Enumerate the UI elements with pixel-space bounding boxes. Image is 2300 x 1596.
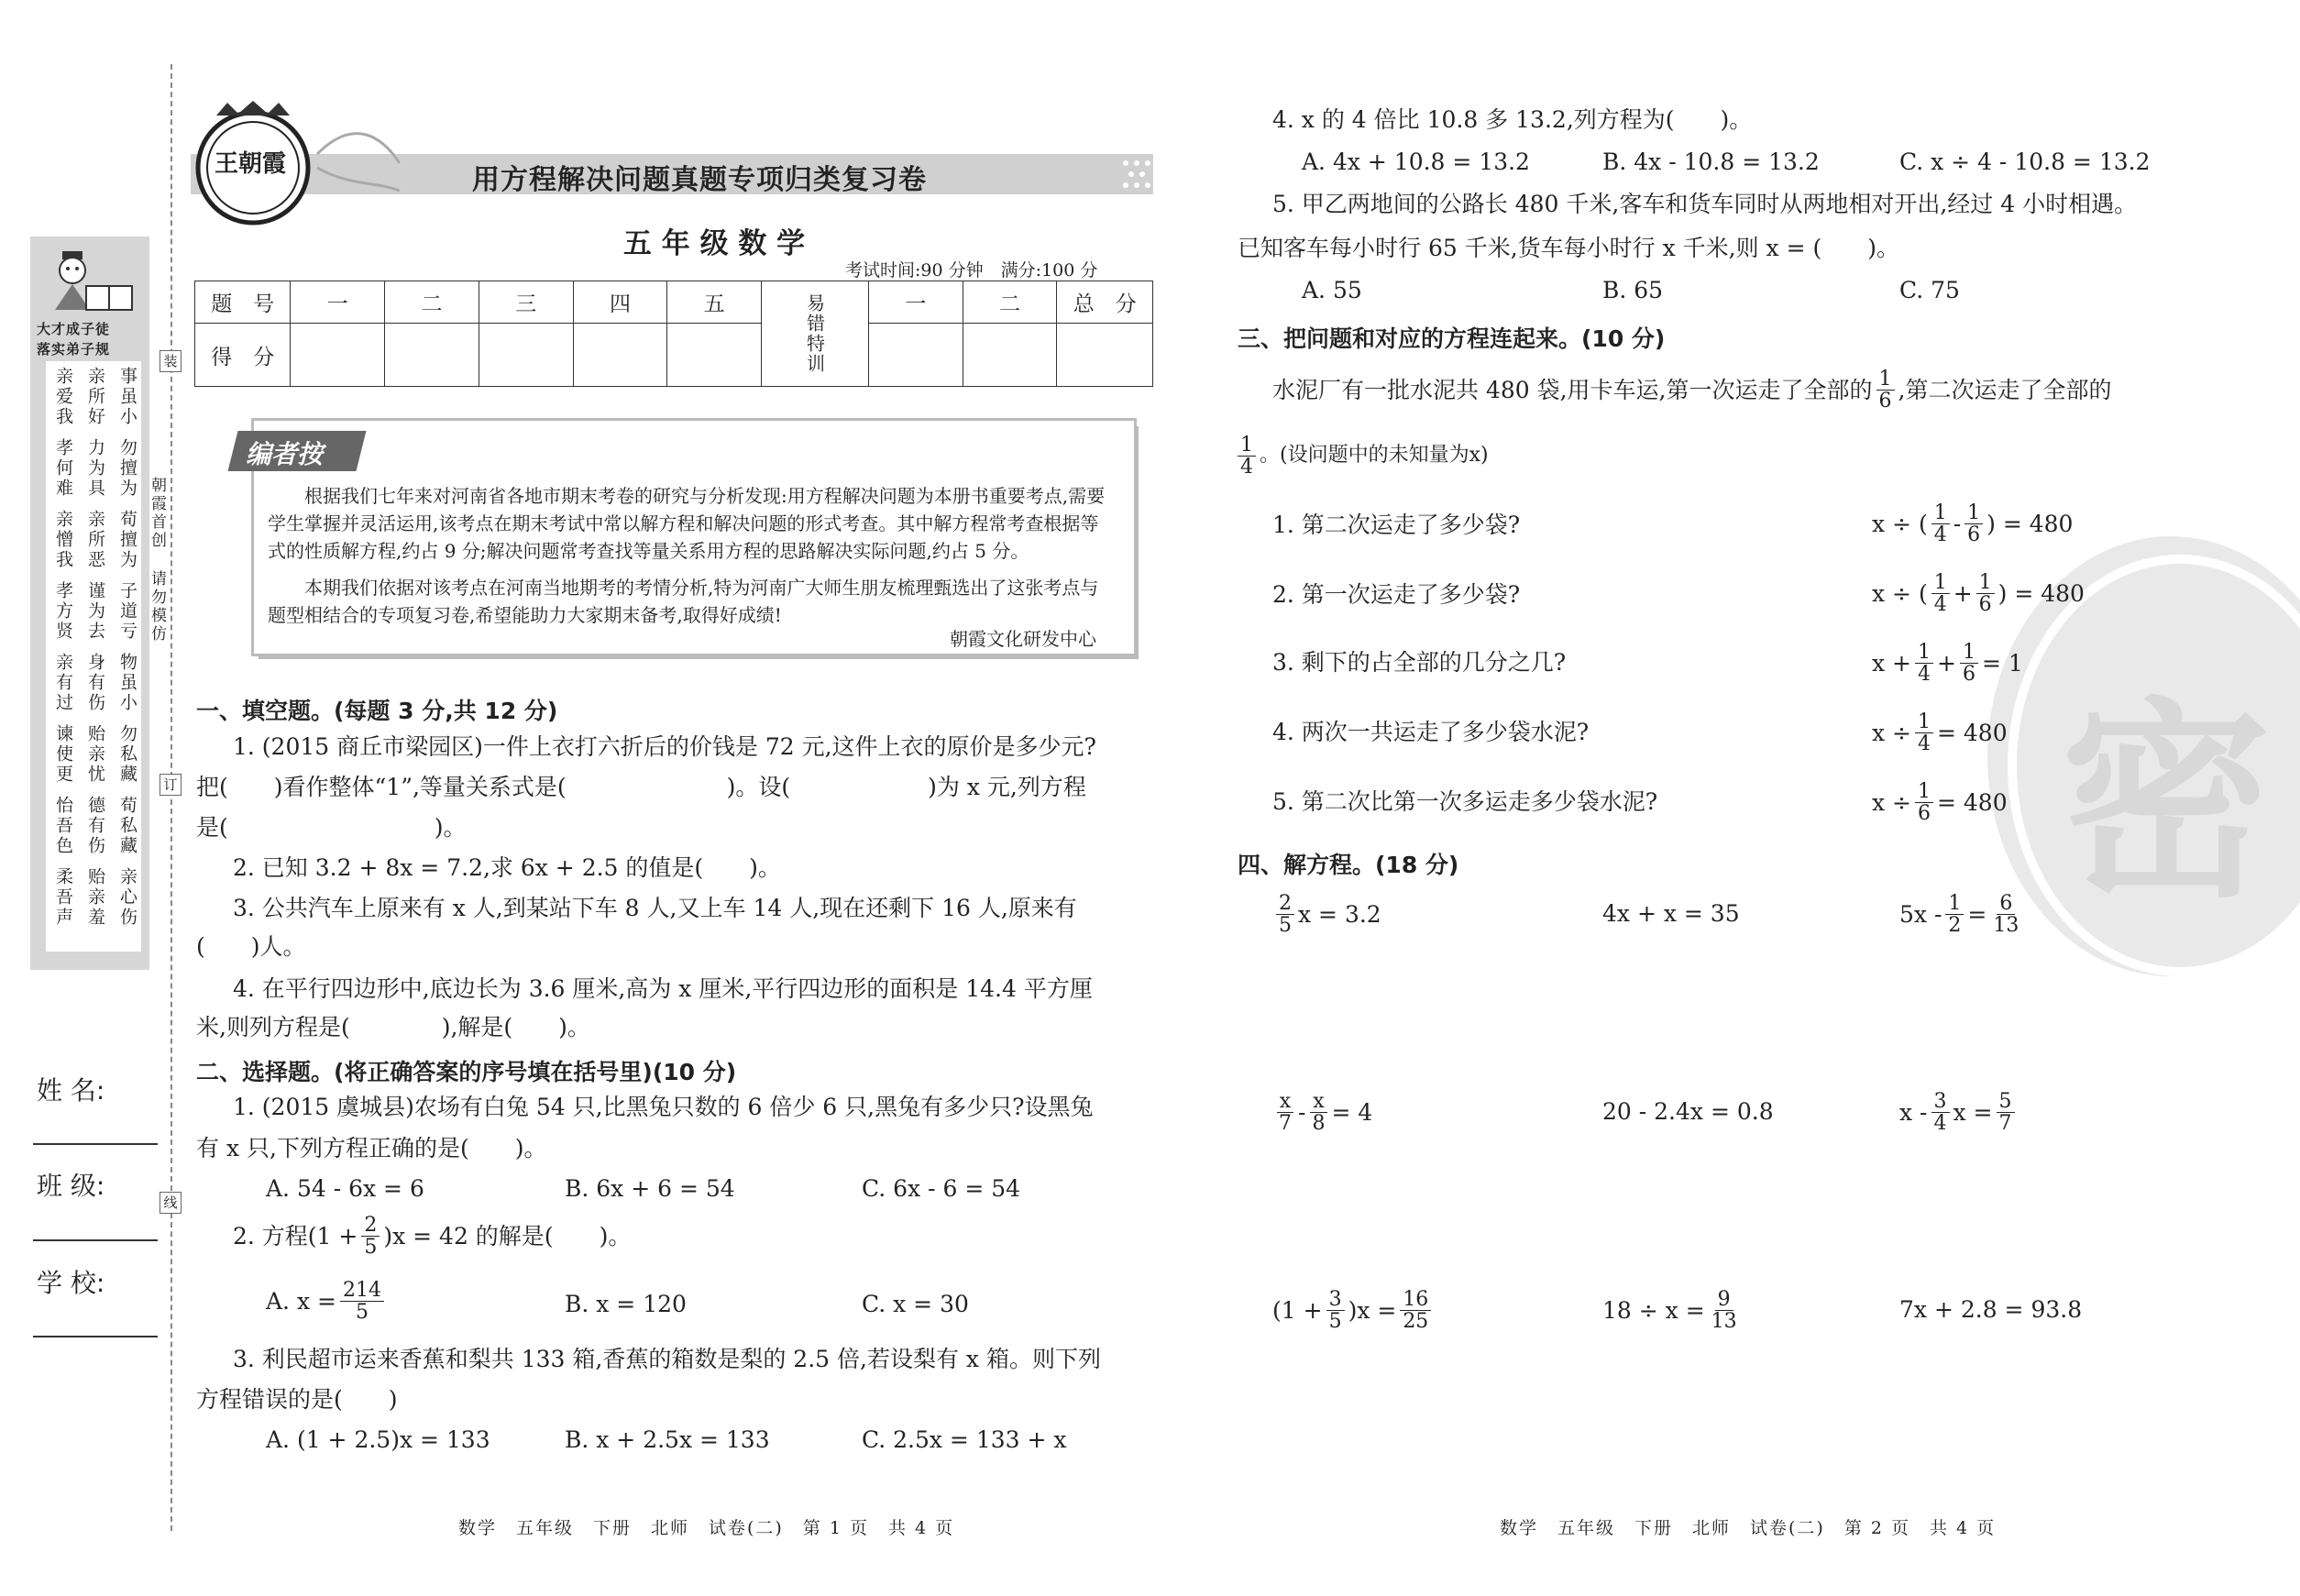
equation-to-solve: 20 - 2.4x = 0.8: [1602, 1098, 1774, 1125]
exam-info: 考试时间:90 分钟 满分:100 分: [845, 260, 1098, 281]
question-text: 3. 利民超市运来香蕉和梨共 133 箱,香蕉的箱数是梨的 2.5 倍,若设梨有 x 箱。则下列: [233, 1346, 1101, 1372]
poem-block: [53, 367, 138, 435]
equation-part: 2. 方程(1 +: [233, 1222, 358, 1249]
eq-part: -: [1953, 510, 1962, 537]
question-text: 3. 公共汽车上原来有 x 人,到某站下车 8 人,又上车 14 人,现在还剩下 16 人,原来有: [233, 895, 1077, 921]
fraction: [361, 1215, 380, 1258]
poem-column: 亲憎我: [53, 510, 73, 570]
numerator: x: [1310, 1091, 1326, 1113]
note-paragraph: 根据我们七年来对河南省各地市期末考卷的研究与分析发现:用方程解决问题为本册书重要考点,需要学生掌握并灵活运用,该考点在期末考试中常以解方程和解决问题的形式考查。其中解方程常考查根据等式的性质解方程,约占 9 分;解决问题常考查找等量关系用方程的思路解决实际问题,约占 5 分。: [268, 485, 1106, 562]
subject-title: 五 年 级 数 学: [623, 227, 806, 260]
question-text: [233, 1215, 631, 1258]
eq-part: x -: [1899, 1098, 1928, 1126]
numerator: 16: [1400, 1289, 1431, 1311]
numerator: 1: [1976, 572, 1995, 594]
fraction: [1400, 1289, 1431, 1332]
fraction: [1276, 1091, 1294, 1134]
option-text: C. x = 30: [862, 1291, 969, 1317]
poem-column: 贻亲羞: [85, 867, 105, 928]
binding-seal: 装: [160, 350, 182, 372]
eq-part: = 480: [1937, 788, 2008, 816]
logo-emblem: [180, 99, 400, 237]
denominator: 5: [1279, 914, 1292, 938]
denominator: 4: [1918, 732, 1931, 756]
denominator: 13: [1711, 1310, 1737, 1334]
numerator: 3: [1326, 1289, 1345, 1311]
score-cell[interactable]: [291, 324, 385, 387]
numerator: 214: [340, 1280, 384, 1302]
poem-column: 子道亏: [117, 581, 138, 642]
numerator: 1: [1915, 711, 1933, 733]
vertical-note: 请勿模仿: [148, 570, 166, 644]
page-footer: 数学 五年级 下册 北师 试卷(二) 第 2 页 共 4 页: [1500, 1518, 1997, 1538]
question-text: 已知客车每小时行 65 千米,货车每小时行 x 千米,则 x = ( )。: [1238, 235, 1899, 261]
numerator: 2: [361, 1215, 380, 1237]
fraction: [1915, 711, 1933, 754]
fraction: [1931, 502, 1950, 545]
fraction: [1931, 1091, 1950, 1134]
class-label: 班 级:: [37, 1171, 105, 1201]
poem-column: 亲心伤: [117, 867, 138, 928]
scholar-illustration: [46, 246, 141, 319]
eq-part: 18 ÷ x =: [1602, 1296, 1705, 1324]
question-text: 5. 甲乙两地间的公路长 480 千米,客车和货车同时从两地相对开出,经过 4 小时相遇。: [1272, 191, 2138, 217]
option-text: A. (1 + 2.5)x = 133: [266, 1426, 490, 1453]
poem-column: 身有伤: [85, 653, 105, 713]
poem-column: 力为具: [85, 438, 105, 499]
eq-part: x =: [1953, 1098, 1993, 1126]
fraction: [1997, 1091, 2015, 1134]
equation-to-solve: [1899, 1091, 2019, 1134]
denominator: 4: [1933, 1112, 1947, 1136]
numerator: 1: [1964, 502, 1983, 524]
match-question[interactable]: 3. 剩下的占全部的几分之几?: [1272, 649, 1567, 676]
name-label: 姓 名:: [37, 1075, 105, 1106]
poem-column: 孝何难: [53, 438, 73, 499]
name-field[interactable]: [33, 1143, 158, 1145]
option-text: B. 65: [1602, 277, 1664, 303]
score-header: 题 号: [195, 281, 291, 324]
poem-column: 亲所好: [85, 367, 105, 427]
eq-part: ) = 480: [1997, 579, 2085, 607]
question-text: 把( )看作整体“1”,等量关系式是( )。设( )为 x 元,列方程: [196, 774, 1086, 800]
text-part: ,第二次运走了全部的: [1898, 376, 2112, 403]
option-text: B. x = 120: [565, 1291, 687, 1317]
question-text: 1. (2015 虞城县)农场有白兔 54 只,比黑兔只数的 6 倍少 6 只,黑兔有多少只?设黑兔: [233, 1094, 1094, 1120]
score-header-special: 易错特训: [762, 281, 869, 387]
option-text: B. x + 2.5x = 133: [565, 1426, 770, 1453]
denominator: 5: [1328, 1310, 1342, 1334]
fraction: [1976, 572, 1995, 615]
option-text: B. 4x - 10.8 = 13.2: [1602, 149, 1820, 175]
fraction: [1915, 642, 1933, 685]
option-text: C. 75: [1899, 277, 1960, 303]
equation-part: A. x =: [266, 1287, 336, 1315]
score-header: 三: [479, 281, 573, 324]
match-question[interactable]: 4. 两次一共运走了多少袋水泥?: [1272, 719, 1590, 745]
poem-column: 谏使更: [53, 724, 73, 785]
logo-text: 王朝霞: [215, 150, 287, 178]
poem-column: 物虽小: [117, 653, 138, 713]
title-bar-pattern: [1118, 154, 1155, 194]
eq-part: = 480: [1937, 719, 2008, 746]
denominator: 4: [1933, 523, 1947, 547]
section-heading: 三、把问题和对应的方程连起来。(10 分): [1238, 325, 1666, 352]
text-part: 水泥厂有一批水泥共 480 袋,用卡车运,第一次运走了全部的: [1272, 376, 1873, 403]
fraction: [1326, 1289, 1345, 1332]
poem-block: [53, 724, 138, 792]
poem-block: [53, 653, 138, 721]
page-footer: 数学 五年级 下册 北师 试卷(二) 第 1 页 共 4 页: [458, 1518, 955, 1538]
poem-block: [53, 510, 138, 578]
option-text: [266, 1280, 388, 1323]
poem-column: 亲所恶: [85, 510, 105, 570]
numerator: 1: [1915, 781, 1933, 803]
numerator: x: [1277, 1091, 1293, 1113]
fraction: [1945, 893, 1964, 936]
score-header: 一: [869, 281, 963, 324]
denominator: 2: [1948, 914, 1962, 938]
numerator: 1: [1931, 572, 1950, 594]
equation-to-solve: [1602, 1289, 1744, 1332]
question-text: 米,则列方程是( ),解是( )。: [196, 1014, 590, 1040]
poem-column: 荀私藏: [117, 796, 138, 856]
school-field[interactable]: [33, 1336, 158, 1337]
match-equation[interactable]: [1872, 781, 2008, 824]
poem-block: [53, 438, 138, 506]
option-text: C. x ÷ 4 - 10.8 = 13.2: [1899, 149, 2151, 175]
eq-part: )x =: [1348, 1296, 1397, 1324]
eq-part: x ÷: [1872, 719, 1911, 746]
vertical-note: 朝霞首创: [148, 477, 166, 550]
numerator: 9: [1715, 1289, 1733, 1311]
score-row-label: 得 分: [195, 324, 291, 387]
match-equation[interactable]: [1872, 502, 2073, 545]
fraction: [1915, 781, 1933, 824]
class-field[interactable]: [33, 1239, 158, 1241]
eq-part: =: [1967, 900, 1987, 928]
fraction: [1876, 369, 1895, 412]
fraction: [1931, 572, 1950, 615]
fraction: [1276, 893, 1294, 936]
numerator: 3: [1931, 1091, 1950, 1113]
question-text: 4. 在平行四边形中,底边长为 3.6 厘米,高为 x 厘米,平行四边形的面积是 14.4 平方厘: [233, 975, 1093, 1002]
score-table: [194, 281, 1153, 387]
eq-part: (1 +: [1272, 1296, 1323, 1324]
binding-line: [171, 64, 172, 1531]
score-header: 总 分: [1057, 281, 1153, 324]
equation-to-solve: [1272, 1091, 1372, 1134]
binding-seal: 线: [160, 1192, 182, 1214]
poem-column: 勿私藏: [117, 724, 138, 785]
denominator: 7: [1279, 1112, 1292, 1136]
denominator: 6: [1962, 663, 1975, 687]
eq-part: x +: [1872, 649, 1911, 677]
denominator: 6: [1967, 523, 1981, 547]
poem-column: 勿擅为: [117, 438, 138, 499]
question-text: ( )人。: [196, 933, 306, 960]
match-equation[interactable]: [1872, 642, 2023, 685]
eq-part: = 4: [1331, 1098, 1373, 1126]
score-cell[interactable]: [573, 324, 667, 387]
poem-column: 荀擅为: [117, 510, 138, 570]
fraction: [1238, 435, 1256, 478]
watermark-text: 密: [2061, 681, 2272, 926]
match-question[interactable]: 5. 第二次比第一次多运走多少袋水泥?: [1272, 788, 1658, 815]
poem-column: 亲有过: [53, 653, 73, 713]
equation-to-solve: 7x + 2.8 = 93.8: [1899, 1296, 2083, 1323]
fraction: [1990, 893, 2021, 936]
poem-block: [53, 796, 138, 864]
question-text: 2. 已知 3.2 + 8x = 7.2,求 6x + 2.5 的值是( )。: [233, 854, 781, 881]
denominator: 4: [1918, 663, 1931, 687]
denominator: 6: [1978, 593, 1992, 617]
poem-column: 德有伤: [85, 796, 105, 856]
poem-column: 亲爱我: [53, 367, 73, 427]
school-label: 学 校:: [37, 1268, 105, 1298]
poem-column: 事虽小: [117, 367, 138, 427]
equation-to-solve: [1272, 893, 1381, 936]
text-part: 。(设问题中的未知量为x): [1260, 444, 1489, 468]
eq-part: x ÷ (: [1872, 579, 1928, 607]
numerator: 2: [1276, 893, 1294, 915]
poem-column: 谨为去: [85, 581, 105, 642]
eq-part: +: [1937, 649, 1956, 677]
denominator: 7: [1998, 1112, 2012, 1136]
denominator: 5: [364, 1236, 378, 1260]
eq-part: x ÷ (: [1872, 510, 1928, 537]
equation-to-solve: [1899, 893, 2025, 936]
denominator: 5: [355, 1301, 369, 1325]
eq-part: -: [1298, 1098, 1306, 1126]
numerator: 6: [1997, 893, 2015, 915]
match-question[interactable]: 2. 第一次运走了多少袋?: [1272, 581, 1521, 608]
numerator: 1: [1915, 642, 1933, 664]
question-text: [1234, 435, 1489, 478]
eq-part: ) = 480: [1986, 510, 2074, 537]
numerator: 5: [1997, 1091, 2015, 1113]
poem-column: 孝方贤: [53, 581, 73, 642]
question-text: 4. x 的 4 倍比 10.8 多 13.2,列方程为( )。: [1272, 106, 1753, 133]
score-header: 五: [667, 281, 762, 324]
fraction: [340, 1280, 384, 1323]
numerator: 1: [1931, 502, 1950, 524]
question-text: 有 x 只,下列方程正确的是( )。: [196, 1135, 547, 1161]
question-text: [1272, 369, 2111, 412]
denominator: 13: [1993, 914, 2019, 938]
question-text: 方程错误的是( ): [196, 1386, 398, 1413]
note-tag: 编者按: [246, 439, 324, 469]
sidebar-motto: 大才成子徒: [37, 321, 111, 337]
poem-block: [53, 581, 138, 649]
score-cell[interactable]: [385, 324, 479, 387]
fraction: [1964, 502, 1983, 545]
option-text: C. 2.5x = 133 + x: [862, 1426, 1067, 1453]
poem-column: 贻亲忧: [85, 724, 105, 785]
eq-part: x = 3.2: [1298, 900, 1381, 928]
score-header: 一: [291, 281, 385, 324]
poem-area: [53, 367, 138, 935]
equation-part: )x = 42 的解是( )。: [383, 1222, 632, 1249]
poem-column: 柔吾声: [53, 867, 73, 928]
section-heading: 一、填空题。(每题 3 分,共 12 分): [196, 698, 558, 724]
section-heading: 二、选择题。(将正确答案的序号填在括号里)(10 分): [196, 1059, 737, 1085]
score-cell[interactable]: [869, 324, 963, 387]
score-cell[interactable]: [1057, 324, 1153, 387]
option-text: A. 55: [1302, 277, 1362, 303]
score-header: 四: [573, 281, 667, 324]
page-title: 用方程解决问题真题专项归类复习卷: [472, 164, 927, 196]
match-equation[interactable]: [1872, 711, 2008, 754]
option-text: C. 6x - 6 = 54: [862, 1175, 1021, 1202]
score-cell[interactable]: [963, 324, 1057, 387]
score-cell[interactable]: [667, 324, 762, 387]
fraction: [1960, 642, 1978, 685]
denominator: 25: [1403, 1310, 1429, 1334]
equation-to-solve: [1272, 1289, 1435, 1332]
question-text: 是( )。: [196, 814, 467, 841]
option-text: A. 54 - 6x = 6: [266, 1175, 424, 1202]
denominator: 4: [1240, 456, 1253, 479]
binding-seal: 订: [160, 774, 182, 796]
question-text: 1. (2015 商丘市梁园区)一件上衣打六折后的价钱是 72 元,这件上衣的原价是多少元?: [233, 733, 1096, 760]
score-header: 二: [963, 281, 1057, 324]
numerator: 1: [1960, 642, 1978, 664]
sidebar-motto: 落实弟子规: [37, 341, 111, 358]
match-question[interactable]: 1. 第二次运走了多少袋?: [1272, 512, 1521, 538]
numerator: 1: [1876, 369, 1895, 391]
denominator: 6: [1918, 802, 1931, 826]
denominator: 8: [1312, 1112, 1326, 1136]
fraction: [1709, 1289, 1740, 1332]
option-text: A. 4x + 10.8 = 13.2: [1302, 149, 1530, 175]
match-equation[interactable]: [1872, 572, 2085, 615]
poem-column: 怡吾色: [53, 796, 73, 856]
equation-to-solve: 4x + x = 35: [1602, 900, 1740, 927]
note-signature: 朝霞文化研发中心: [950, 628, 1096, 650]
numerator: 1: [1945, 893, 1964, 915]
section-heading: 四、解方程。(18 分): [1238, 852, 1459, 878]
numerator: 1: [1238, 435, 1256, 457]
eq-part: +: [1953, 579, 1973, 607]
option-text: B. 6x + 6 = 54: [565, 1175, 735, 1202]
eq-part: x ÷: [1872, 788, 1911, 816]
denominator: 4: [1933, 593, 1947, 617]
score-header: 二: [385, 281, 479, 324]
note-paragraph: 本期我们依据对该考点在河南当地期考的考情分析,特为河南广大师生朋友梳理甄选出了这张考点与题型相结合的专项复习卷,希望能助力大家期末备考,取得好成绩!: [268, 577, 1099, 626]
denominator: 6: [1878, 390, 1892, 413]
score-cell[interactable]: [479, 324, 573, 387]
poem-block: [53, 867, 138, 935]
eq-part: 5x -: [1899, 900, 1942, 928]
fraction: [1309, 1091, 1327, 1134]
eq-part: = 1: [1981, 649, 2023, 677]
